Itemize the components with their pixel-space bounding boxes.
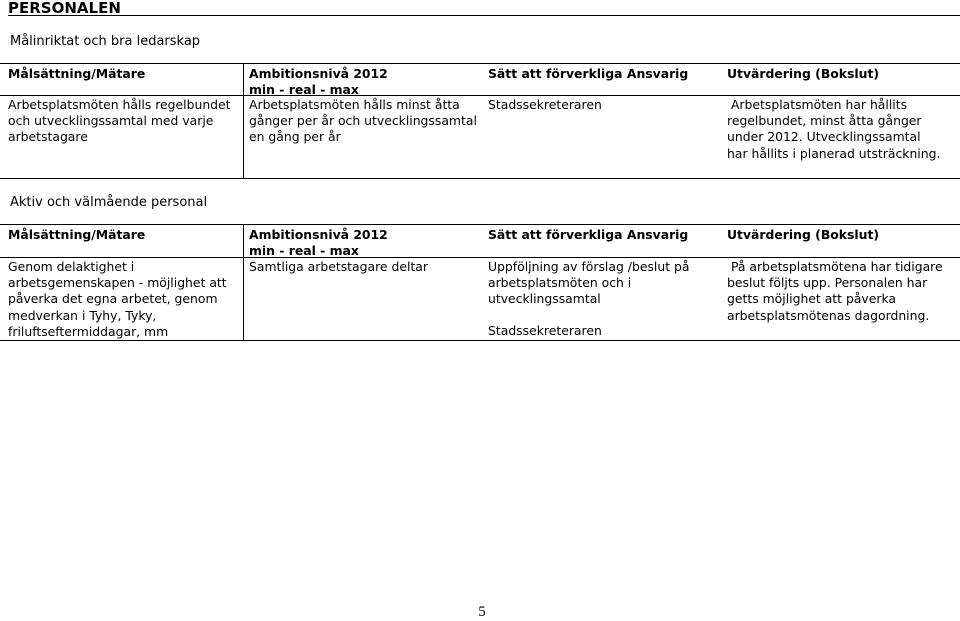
header-ambition-range: min - real - max: [249, 82, 359, 97]
header-goal: Målsättning/Mätare: [8, 66, 146, 81]
goal-cell: Arbetsplatsmöten hålls regelbundet och utvecklingssamtal med varje arbetstagare: [8, 97, 231, 145]
table-rule: [0, 95, 960, 96]
ambition-cell: Samtliga arbetstagare deltar: [249, 259, 428, 274]
header-ambition: Ambitionsnivå 2012: [249, 66, 388, 81]
method-cell: Uppföljning av förslag /beslut på arbetsplatsmöten och i utvecklingssamtal: [488, 259, 690, 307]
page-number: 5: [478, 604, 486, 620]
table-rule: [0, 257, 960, 258]
table-rule: [0, 63, 960, 64]
header-evaluation: Utvärdering (Bokslut): [727, 227, 880, 242]
evaluation-cell: På arbetsplatsmötena har tidigare beslut följts upp. Personalen har getts möjlighet att påverka arbetsplatsmötenas dagordning.: [727, 259, 947, 323]
responsible-cell: Stadssekreteraren: [488, 323, 602, 338]
table-rule: [0, 178, 960, 179]
header-method: Sätt att förverkliga Ansvarig: [488, 227, 689, 242]
column-divider: [243, 224, 244, 341]
page-heading: PERSONALEN: [8, 0, 960, 16]
header-ambition-range: min - real - max: [249, 243, 359, 258]
header-method: Sätt att förverkliga Ansvarig: [488, 66, 689, 81]
evaluation-cell: Arbetsplatsmöten har hållits regelbundet, minst åtta gånger under 2012. Utvecklingssamtal har hållits i planerad utsträckning.: [727, 97, 941, 161]
responsible-cell: Stadssekreteraren: [488, 97, 602, 112]
section-title-wellbeing: Aktiv och välmående personal: [10, 195, 208, 210]
table-rule: [0, 340, 960, 341]
ambition-cell: Arbetsplatsmöten hålls minst åtta gånger per år och utvecklingssamtal en gång per år: [249, 97, 477, 145]
section-title-leadership: Målinriktat och bra ledarskap: [10, 34, 201, 49]
goal-cell: Genom delaktighet i arbetsgemenskapen - möjlighet att påverka det egna arbetet, genom medverkan i Tyhy, Tyky, friluftseftermiddagar, mm: [8, 259, 227, 339]
header-goal: Målsättning/Mätare: [8, 227, 146, 242]
header-evaluation: Utvärdering (Bokslut): [727, 66, 880, 81]
table-rule: [0, 224, 960, 225]
header-ambition: Ambitionsnivå 2012: [249, 227, 388, 242]
column-divider: [243, 63, 244, 179]
